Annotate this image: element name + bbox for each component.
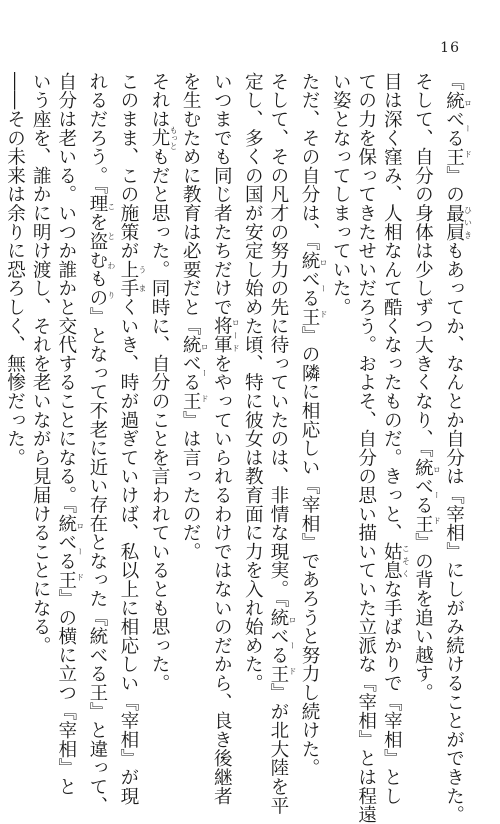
- text-segment: 』が北大陸を平: [267, 683, 289, 815]
- ruby-base: 理を盗むもの: [86, 194, 108, 308]
- ruby-base: 統べる王: [55, 513, 77, 590]
- text-line: [2, 72, 28, 672]
- ruby-reading: うま: [137, 260, 147, 298]
- ruby-reading: もっと: [169, 125, 179, 150]
- ruby-reading: ロード: [432, 457, 442, 533]
- text-segment: ただ、その自分は、『: [299, 72, 321, 251]
- ruby-reading: ロード: [319, 250, 329, 326]
- ruby-base: 尤: [149, 125, 171, 150]
- text-segment: 』の: [443, 166, 465, 204]
- text-segment: 目は深く窪み、人相なんて酷くなったものだ。きっと、: [381, 72, 403, 542]
- text-segment: 『: [443, 72, 465, 91]
- text-segment: 』となって不老に近い存在となった『統べる王』と違って、: [86, 307, 108, 815]
- text-segment: いう座を、誰かに明け渡し、それを老いながら見届けることになる。: [30, 72, 52, 655]
- ruby-annotation: [412, 457, 442, 533]
- ruby-reading: ロード: [231, 316, 241, 355]
- text-segment: このまま、この施策が: [117, 72, 139, 260]
- text-segment: 定し、多くの国が安定し始めた頃、特に彼女は教育面に力を入れ始めた。: [242, 72, 264, 693]
- ruby-annotation: [86, 194, 116, 308]
- text-segment: をやっていられるわけではないのだから、良き後継者: [211, 354, 233, 806]
- ruby-base: 統べる王: [299, 250, 321, 326]
- ruby-reading: ひいき: [463, 203, 473, 242]
- ruby-annotation: [180, 335, 210, 411]
- text-line: [53, 72, 85, 796]
- text-segment: ――その未来は余りに恐ろしく、無惨だった。: [4, 72, 26, 467]
- text-line: [296, 72, 329, 778]
- ruby-annotation: [149, 125, 179, 150]
- ruby-base: 統べる王: [412, 457, 434, 533]
- ruby-reading: こそく: [401, 542, 411, 580]
- text-segment: ての力を保ってきたせいだろう。およそ、自分の思い描いていた立派な『宰相』とは程遠: [355, 72, 377, 824]
- text-segment: 』の隣に相応しい『宰相』であろうと努力し続けた。: [299, 325, 321, 778]
- ruby-base: 姑息: [381, 542, 403, 580]
- text-segment: 』は言ったのだ。: [180, 410, 202, 561]
- ruby-base: 将軍: [211, 316, 233, 355]
- text-line: [240, 72, 266, 693]
- ruby-base: 最屓: [443, 203, 465, 242]
- text-line: [441, 72, 473, 824]
- text-segment: い姿となってしまっていた。: [330, 72, 352, 317]
- text-line: [410, 72, 442, 702]
- page-number: 16: [440, 40, 460, 56]
- text-line: [353, 72, 379, 824]
- ruby-annotation: [443, 203, 473, 242]
- text-segment: いつまでも同じ者たちだけで: [211, 72, 233, 317]
- text-segment: そして、自分の身体は少しずつ大きくなり、『: [412, 72, 434, 458]
- text-segment: もあってか、なんとか自分は『宰相』にしがみ続けることができた。: [443, 241, 465, 824]
- text-segment: 』の横に立つ『宰相』と: [55, 589, 77, 796]
- text-segment: な手ばかりで『宰相』とし: [381, 579, 403, 806]
- text-line: [28, 72, 54, 672]
- ruby-reading: ことわり: [106, 194, 116, 308]
- text-segment: くいき、時が過ぎていけば、私以上に相応しい『宰相』が現: [117, 297, 139, 806]
- text-segment: それは: [149, 72, 171, 129]
- ruby-reading: ロード: [200, 335, 210, 411]
- text-segment: を生むために教育は必要だと『: [180, 72, 202, 336]
- ruby-annotation: [211, 316, 241, 355]
- text-line: [265, 72, 297, 815]
- text-line: [146, 72, 179, 693]
- ruby-annotation: [55, 513, 85, 590]
- ruby-reading: ロード: [463, 90, 473, 167]
- text-segment: そして、その凡才の努力の先に待っていたのは、非情な現実。『: [267, 72, 289, 608]
- text-line: [0, 72, 2, 672]
- text-line: [379, 72, 411, 806]
- text-segment: れるだろう。『: [86, 72, 108, 195]
- ruby-annotation: [381, 542, 411, 580]
- ruby-annotation: [117, 260, 147, 298]
- text-line: [115, 72, 147, 806]
- text-line: [84, 72, 116, 815]
- ruby-annotation: [267, 607, 297, 684]
- ruby-annotation: [299, 250, 329, 326]
- body-text: [0, 72, 473, 824]
- ruby-reading: ロード: [75, 513, 85, 590]
- ruby-base: 統べる王: [267, 607, 289, 684]
- ruby-base: 統べる王: [443, 90, 465, 167]
- text-line: [328, 72, 354, 672]
- ruby-base: 統べる王: [180, 335, 202, 411]
- ruby-reading: ロード: [287, 607, 297, 684]
- text-line: [178, 72, 209, 672]
- text-segment: 自分は老いる。いつか誰かと交代することになる。『: [55, 72, 77, 514]
- text-line: [209, 72, 241, 806]
- text-segment: 』の背を追い越す。: [412, 532, 434, 702]
- ruby-annotation: [443, 90, 473, 167]
- text-segment: もだと思った。同時に、自分のことを言われているとも思った。: [149, 147, 171, 693]
- ruby-base: 上手: [117, 260, 139, 298]
